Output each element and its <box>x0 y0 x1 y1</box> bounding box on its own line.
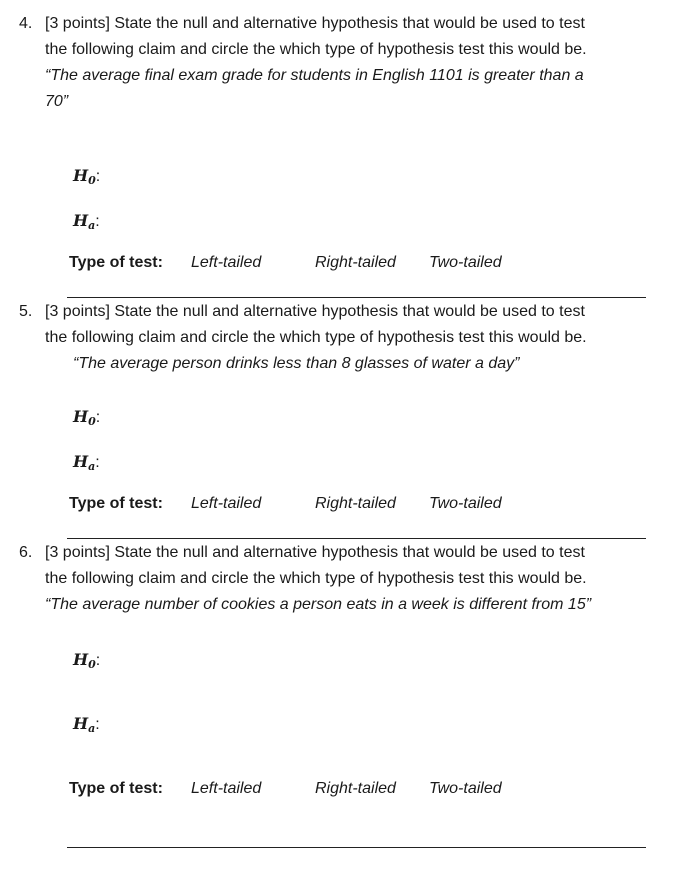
test-type-label: Type of test: <box>69 780 163 797</box>
divider <box>67 538 646 539</box>
question-text-line-1: [3 points] State the null and alternative hypothesis that would be used to test <box>45 303 585 320</box>
option-left-tailed[interactable]: Left-tailed <box>191 780 262 797</box>
question-number: 4. <box>19 15 33 32</box>
question-number: 6. <box>19 544 33 561</box>
option-two-tailed[interactable]: Two-tailed <box>429 254 502 271</box>
option-right-tailed[interactable]: Right-tailed <box>315 780 396 797</box>
claim-line-2: 70” <box>45 93 69 110</box>
alternative-hypothesis-label: $H_a$: <box>73 211 100 232</box>
claim-line-1: “The average final exam grade for students in English 1101 is greater than a <box>45 67 584 84</box>
null-hypothesis-label: $H_0$: <box>73 650 101 671</box>
option-left-tailed[interactable]: Left-tailed <box>191 254 262 271</box>
null-hypothesis-label: $H_0$: <box>73 407 101 428</box>
claim-line-1: “The average person drinks less than 8 glasses of water a day” <box>73 355 520 372</box>
option-left-tailed[interactable]: Left-tailed <box>191 495 262 512</box>
null-hypothesis-label: $H_0$: <box>73 166 101 187</box>
option-right-tailed[interactable]: Right-tailed <box>315 254 396 271</box>
claim-line-1: “The average number of cookies a person eats in a week is different from 15” <box>45 596 592 613</box>
question-text-line-2: the following claim and circle the which type of hypothesis test this would be. <box>45 329 587 346</box>
alternative-hypothesis-label: $H_a$: <box>73 714 100 735</box>
option-two-tailed[interactable]: Two-tailed <box>429 780 502 797</box>
question-text-line-1: [3 points] State the null and alternative hypothesis that would be used to test <box>45 15 585 32</box>
test-type-label: Type of test: <box>69 495 163 512</box>
option-two-tailed[interactable]: Two-tailed <box>429 495 502 512</box>
question-text-line-2: the following claim and circle the which type of hypothesis test this would be. <box>45 570 587 587</box>
option-right-tailed[interactable]: Right-tailed <box>315 495 396 512</box>
test-type-label: Type of test: <box>69 254 163 271</box>
question-text-line-1: [3 points] State the null and alternative hypothesis that would be used to test <box>45 544 585 561</box>
alternative-hypothesis-label: $H_a$: <box>73 452 100 473</box>
divider <box>67 297 646 298</box>
divider <box>67 847 646 848</box>
question-text-line-2: the following claim and circle the which type of hypothesis test this would be. <box>45 41 587 58</box>
question-number: 5. <box>19 303 33 320</box>
